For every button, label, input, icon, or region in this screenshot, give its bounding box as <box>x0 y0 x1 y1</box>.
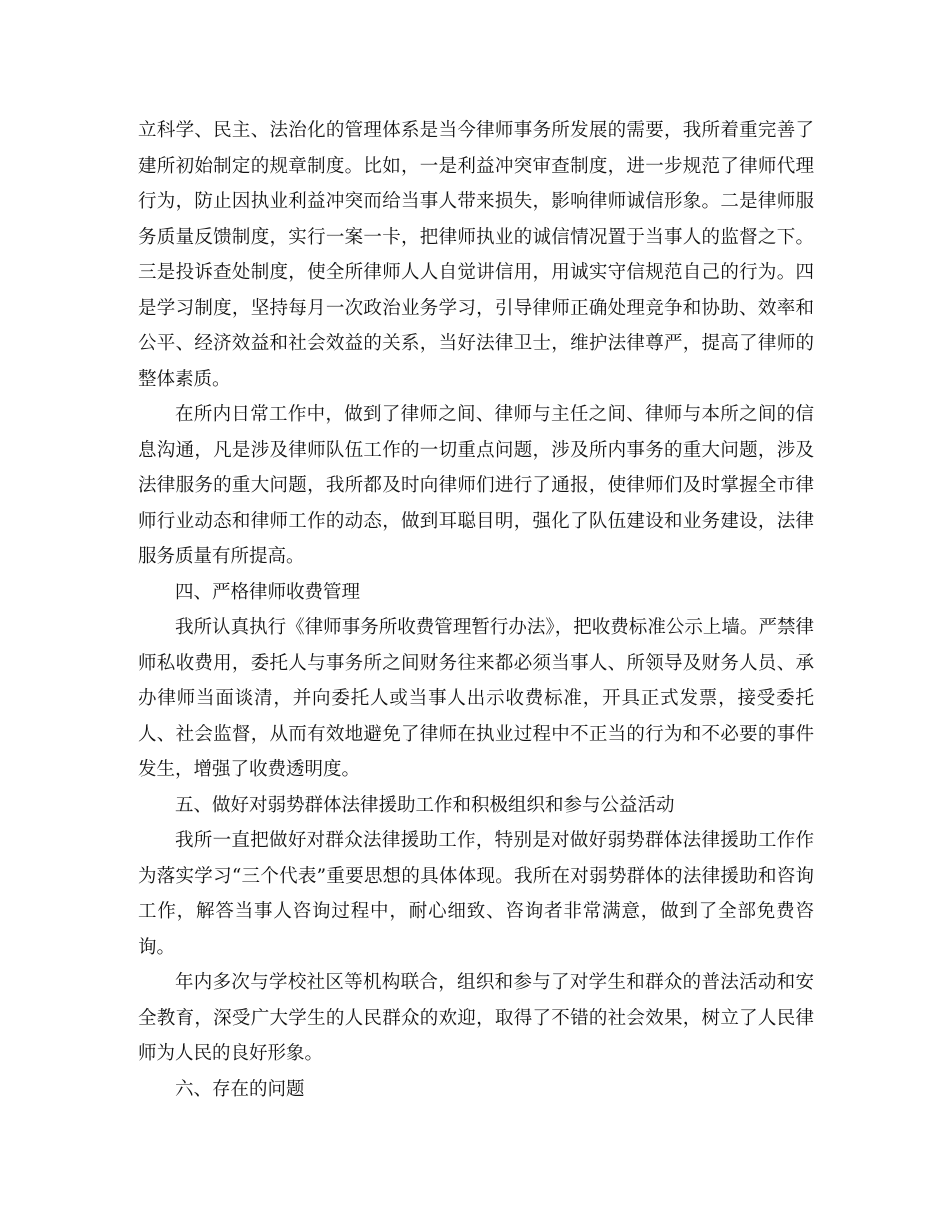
paragraph-legal-aid: 我所一直把做好对群众法律援助工作，特别是对做好弱势群体法律援助工作作为落实学习“三个代表”重要思想的具体体现。我所在对弱势群体的法律援助和咨询工作，解答当事人咨询过程中，耐心细致、咨询者非常满意，做到了全部免费咨询。 <box>138 830 814 958</box>
paragraph-public-welfare: 年内多次与学校社区等机构联合，组织和参与了对学生和群众的普法活动和安全教育，深受广大学生的人民群众的欢迎，取得了不错的社会效果，树立了人民律师为人民的良好形象。 <box>138 972 814 1064</box>
section-heading-legal-aid: 五、做好对弱势群体法律援助工作和积极组织和参与公益活动 <box>175 794 675 816</box>
paragraph-daily-communication: 在所内日常工作中，做到了律师之间、律师与主任之间、律师与本所之间的信息沟通，凡是涉及律师队伍工作的一切重点问题，涉及所内事务的重大问题，涉及法律服务的重大问题，我所都及时向律师们进行了通报，使律师们及时掌握全市律师行业动态和律师工作的动态，做到耳聪目明，强化了队伍建设和业务建设，法律服务质量有所提高。 <box>138 404 814 567</box>
section-heading-existing-problems: 六、存在的问题 <box>175 1078 305 1100</box>
paragraph-fee-management: 我所认真执行《律师事务所收费管理暂行办法》，把收费标准公示上墙。严禁律师私收费用，委托人与事务所之间财务往来都必须当事人、所领导及财务人员、承办律师当面谈清，并向委托人或当事人出示收费标准，开具正式发票，接受委托人、社会监督，从而有效地避免了律师在执业过程中不正当的行为和不必要的事件发生，增强了收费透明度。 <box>138 617 814 780</box>
paragraph-management-system: 立科学、民主、法治化的管理体系是当今律师事务所发展的需要，我所着重完善了建所初始制定的规章制度。比如，一是利益冲突审查制度，进一步规范了律师代理行为，防止因执业利益冲突而给当事人带来损失，影响律师诚信形象。二是律师服务质量反馈制度，实行一案一卡，把律师执业的诚信情况置于当事人的监督之下。三是投诉查处制度，使全所律师人人自觉讲信用，用诚实守信规范自己的行为。四是学习制度，坚持每月一次政治业务学习，引导律师正确处理竞争和协助、效率和公平、经济效益和社会效益的关系，当好法律卫士，维护法律尊严，提高了律师的整体素质。 <box>138 120 814 390</box>
section-heading-fee-management: 四、严格律师收费管理 <box>175 581 361 603</box>
document-body <box>138 113 814 1107</box>
